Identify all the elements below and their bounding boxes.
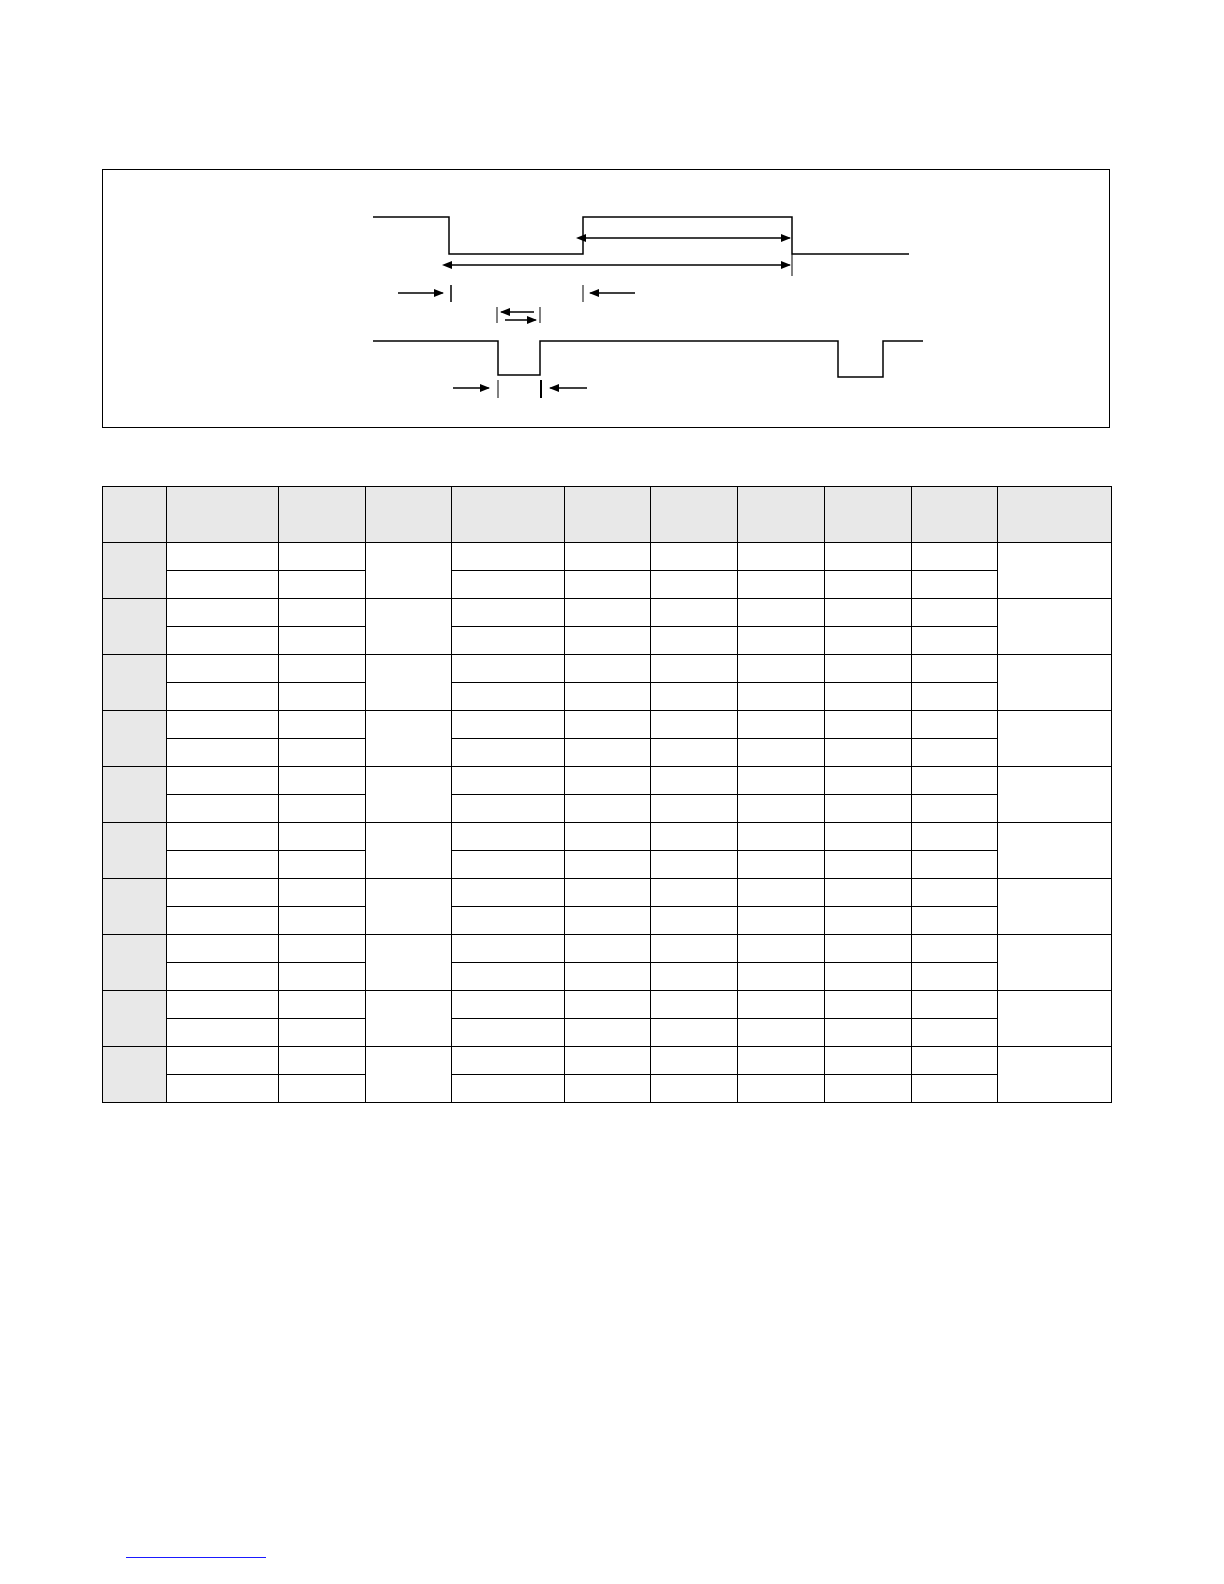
table-cell (825, 823, 912, 851)
row-group-label (103, 711, 167, 767)
table-cell (998, 991, 1112, 1047)
table-row (103, 851, 1112, 879)
table-cell (825, 683, 912, 711)
column-header (279, 487, 366, 543)
table-cell (651, 711, 738, 739)
table-cell (452, 599, 565, 627)
table-cell (565, 767, 651, 795)
table-cell (825, 879, 912, 907)
table-cell (279, 683, 366, 711)
table-cell (912, 655, 998, 683)
table-cell (167, 711, 279, 739)
table-cell (825, 571, 912, 599)
table-cell (651, 599, 738, 627)
table-cell (167, 991, 279, 1019)
table-cell (167, 823, 279, 851)
table-cell (738, 683, 825, 711)
column-header (565, 487, 651, 543)
column-header (825, 487, 912, 543)
table-cell (651, 571, 738, 599)
table-cell (279, 655, 366, 683)
table-cell (452, 1047, 565, 1075)
table-cell (279, 935, 366, 963)
column-header (998, 487, 1112, 543)
table-cell (565, 711, 651, 739)
table-cell (565, 963, 651, 991)
table-cell (825, 599, 912, 627)
row-group-label (103, 935, 167, 991)
table-cell (912, 571, 998, 599)
table-cell (912, 879, 998, 907)
table-cell (565, 907, 651, 935)
table-cell (279, 879, 366, 907)
table-cell (825, 627, 912, 655)
column-header (167, 487, 279, 543)
table-cell (279, 543, 366, 571)
table-header-row (103, 487, 1112, 543)
table-cell (452, 795, 565, 823)
table-cell (279, 1075, 366, 1103)
table-cell (366, 711, 452, 767)
table-cell (167, 739, 279, 767)
footnote-rule (126, 1557, 266, 1558)
column-header (738, 487, 825, 543)
row-group-label (103, 599, 167, 655)
row-group-label (103, 767, 167, 823)
table-cell (825, 907, 912, 935)
table-row (103, 963, 1112, 991)
table-cell (565, 1047, 651, 1075)
table-cell (998, 879, 1112, 935)
table-cell (825, 1075, 912, 1103)
table-cell (452, 823, 565, 851)
table-cell (279, 767, 366, 795)
table-cell (912, 599, 998, 627)
table-row (103, 879, 1112, 907)
table-cell (452, 991, 565, 1019)
table-cell (912, 767, 998, 795)
table-cell (651, 655, 738, 683)
table-cell (452, 935, 565, 963)
table-cell (651, 739, 738, 767)
table-row (103, 767, 1112, 795)
table-row (103, 683, 1112, 711)
table-cell (565, 543, 651, 571)
table-cell (825, 935, 912, 963)
top-waveform (373, 217, 909, 254)
table-cell (565, 879, 651, 907)
table-cell (998, 1047, 1112, 1103)
table-cell (912, 991, 998, 1019)
table-cell (565, 739, 651, 767)
table-cell (825, 543, 912, 571)
table-cell (912, 935, 998, 963)
table-cell (651, 1075, 738, 1103)
table-cell (912, 1075, 998, 1103)
table-cell (825, 711, 912, 739)
table-cell (912, 851, 998, 879)
table-row (103, 907, 1112, 935)
table-row (103, 1047, 1112, 1075)
table-row (103, 627, 1112, 655)
table-cell (738, 1047, 825, 1075)
table-cell (452, 851, 565, 879)
table-row (103, 991, 1112, 1019)
table-cell (167, 627, 279, 655)
row-group-label (103, 823, 167, 879)
table-cell (167, 795, 279, 823)
table-cell (167, 907, 279, 935)
table-cell (452, 879, 565, 907)
table-cell (167, 655, 279, 683)
table-cell (912, 1019, 998, 1047)
table-row (103, 935, 1112, 963)
table-cell (565, 1075, 651, 1103)
table-cell (279, 627, 366, 655)
table-cell (912, 627, 998, 655)
table-cell (825, 795, 912, 823)
bottom-waveform (373, 341, 923, 377)
table-cell (738, 1075, 825, 1103)
table-cell (998, 935, 1112, 991)
table-row (103, 795, 1112, 823)
table-cell (366, 935, 452, 991)
table-cell (167, 935, 279, 963)
table-cell (452, 543, 565, 571)
table-cell (279, 907, 366, 935)
table-cell (565, 655, 651, 683)
table-cell (366, 655, 452, 711)
table-cell (452, 683, 565, 711)
table-cell (912, 543, 998, 571)
table-cell (452, 907, 565, 935)
column-header (366, 487, 452, 543)
table-cell (565, 627, 651, 655)
table-cell (651, 543, 738, 571)
table-cell (912, 739, 998, 767)
table-cell (167, 767, 279, 795)
table-cell (565, 851, 651, 879)
table-cell (912, 823, 998, 851)
table-cell (452, 627, 565, 655)
table-cell (825, 963, 912, 991)
table-cell (738, 655, 825, 683)
table-cell (912, 907, 998, 935)
table-cell (279, 739, 366, 767)
table-cell (452, 571, 565, 599)
table-cell (452, 767, 565, 795)
row-group-label (103, 991, 167, 1047)
table-cell (912, 1047, 998, 1075)
table-cell (998, 599, 1112, 655)
table-cell (565, 599, 651, 627)
timing-table (102, 486, 1112, 1103)
table-cell (167, 879, 279, 907)
table-cell (366, 991, 452, 1047)
table-row (103, 823, 1112, 851)
column-header (103, 487, 167, 543)
table-cell (651, 991, 738, 1019)
table-cell (825, 851, 912, 879)
table-cell (366, 599, 452, 655)
timing-diagram (102, 169, 1110, 428)
table-cell (452, 739, 565, 767)
table-cell (366, 1047, 452, 1103)
table-row (103, 655, 1112, 683)
table-cell (738, 1019, 825, 1047)
table-cell (651, 823, 738, 851)
table-cell (651, 963, 738, 991)
table-cell (452, 963, 565, 991)
table-cell (452, 1019, 565, 1047)
table-row (103, 739, 1112, 767)
table-cell (279, 991, 366, 1019)
table-cell (998, 823, 1112, 879)
table-cell (366, 767, 452, 823)
table-cell (279, 795, 366, 823)
table-cell (279, 571, 366, 599)
table-cell (825, 739, 912, 767)
table-cell (912, 683, 998, 711)
table-cell (825, 1019, 912, 1047)
table-row (103, 1075, 1112, 1103)
table-cell (825, 655, 912, 683)
table-cell (738, 879, 825, 907)
table-cell (825, 767, 912, 795)
table-cell (912, 963, 998, 991)
row-group-label (103, 655, 167, 711)
table-cell (565, 795, 651, 823)
table-cell (452, 1075, 565, 1103)
table-cell (651, 683, 738, 711)
table-cell (279, 711, 366, 739)
table-cell (998, 655, 1112, 711)
table-cell (279, 851, 366, 879)
table-cell (651, 907, 738, 935)
table-cell (738, 571, 825, 599)
table-cell (912, 795, 998, 823)
table-cell (565, 823, 651, 851)
table-cell (998, 767, 1112, 823)
table-cell (738, 767, 825, 795)
table-cell (366, 543, 452, 599)
table-cell (279, 599, 366, 627)
table-cell (651, 767, 738, 795)
table-cell (565, 1019, 651, 1047)
row-group-label (103, 1047, 167, 1103)
table-cell (738, 543, 825, 571)
table-cell (651, 935, 738, 963)
table-row (103, 599, 1112, 627)
table-cell (167, 1019, 279, 1047)
table-cell (651, 879, 738, 907)
column-header (651, 487, 738, 543)
table-cell (998, 543, 1112, 599)
table-cell (167, 1075, 279, 1103)
table-cell (738, 627, 825, 655)
table-row (103, 1019, 1112, 1047)
table-body (103, 543, 1112, 1103)
table-cell (167, 683, 279, 711)
table-cell (651, 1047, 738, 1075)
row-group-label (103, 543, 167, 599)
table-cell (738, 907, 825, 935)
table-cell (452, 655, 565, 683)
table-cell (366, 823, 452, 879)
table-cell (279, 823, 366, 851)
table-cell (565, 991, 651, 1019)
table-cell (738, 823, 825, 851)
table-cell (565, 683, 651, 711)
table-cell (651, 627, 738, 655)
table-cell (651, 1019, 738, 1047)
table-cell (565, 571, 651, 599)
timing-diagram-svg (103, 170, 1111, 429)
table-cell (738, 935, 825, 963)
column-header (452, 487, 565, 543)
table-cell (738, 795, 825, 823)
table-cell (738, 739, 825, 767)
table-cell (738, 991, 825, 1019)
table-cell (167, 571, 279, 599)
table-cell (167, 543, 279, 571)
table-cell (167, 851, 279, 879)
table-cell (651, 795, 738, 823)
table-cell (738, 851, 825, 879)
table-cell (167, 599, 279, 627)
table-cell (366, 879, 452, 935)
table-row (103, 571, 1112, 599)
table-cell (825, 991, 912, 1019)
table-row (103, 543, 1112, 571)
table-cell (452, 711, 565, 739)
table-cell (738, 711, 825, 739)
table-cell (565, 935, 651, 963)
row-group-label (103, 879, 167, 935)
table-cell (825, 1047, 912, 1075)
table-cell (167, 963, 279, 991)
table-cell (279, 1019, 366, 1047)
table-cell (167, 1047, 279, 1075)
table-cell (738, 963, 825, 991)
table-cell (279, 1047, 366, 1075)
column-header (912, 487, 998, 543)
table-row (103, 711, 1112, 739)
table-cell (912, 711, 998, 739)
table-cell (651, 851, 738, 879)
table-cell (279, 963, 366, 991)
table-cell (998, 711, 1112, 767)
table-cell (738, 599, 825, 627)
